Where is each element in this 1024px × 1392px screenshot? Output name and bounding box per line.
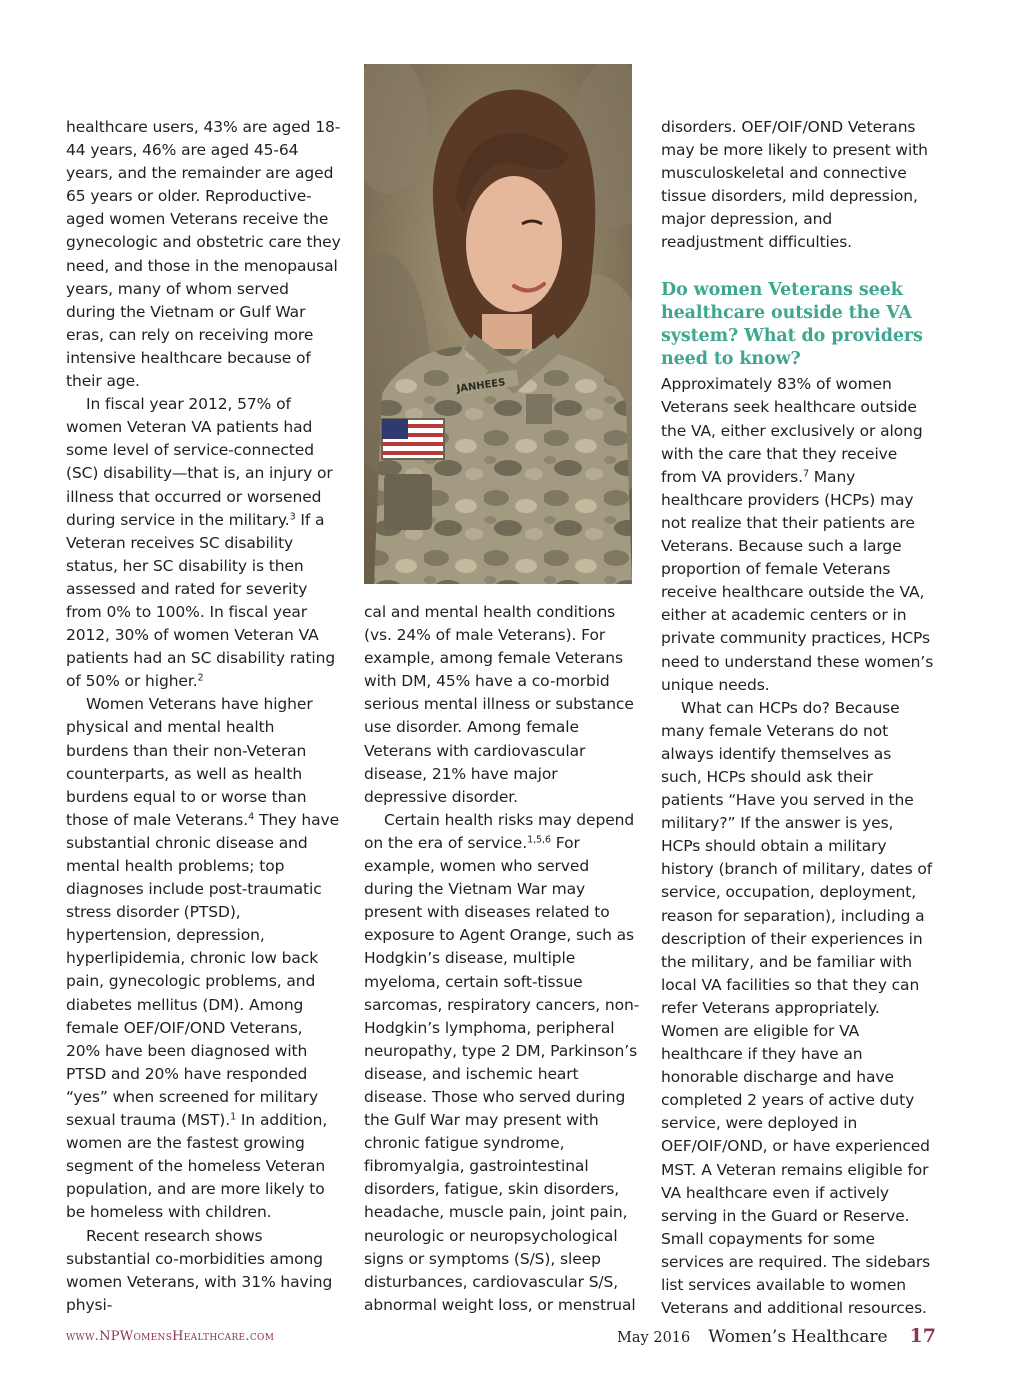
section-heading: Do women Veterans seek healthcare outside the VA system? What do providers need to know? <box>661 279 923 370</box>
issue-date: May 2016 <box>617 1330 691 1346</box>
reference-superscript: 3 <box>289 511 296 523</box>
name-tape: JANHEES <box>456 377 507 395</box>
paragraph: Certain health risks may depend on the era of service.$^{1,5,6}$ For example, women who served during the Vietnam War may present with diseases related to exposure to Agent Orange, such as Hodgkin’s disease, multiple myeloma, certain soft-tissue sarcomas, respiratory cancers, non-Hodgkin’s lymphoma, peripheral neuropathy, type 2 DM, Parkinson’s disease, and ischemic heart disease. Those who served during the Gulf War may present with chronic fatigue syndrome, fibromyalgia, gastrointestinal disorders, fatigue, skin disorders, headache, muscle pain, joint pain, neurologic or neuropsychological signs or symptoms (S/S), sleep disturbances, cardiovascular S/S, abnormal weight loss, or menstrual <box>364 810 640 1314</box>
reference-superscript: 7 <box>802 468 809 480</box>
paragraph: What can HCPs do? Because many female Veterans do not always identify themselves as such, HCPs should ask their patients “Have you served in the military?” If the answer is yes, HCPs should obtain a military history (branch of military, dates of service, occupation, deployment, reason for separation), including a description of their experiences in the military, and be familiar with local VA facilities so that they can refer Veterans appropriately. Women are eligible for VA healthcare if they have an honorable discharge and have completed 2 years of active duty service, were deployed in OEF/OIF/OND, or have experienced MST. A Veteran remains eligible for VA healthcare even if actively serving in the Guard or Reserve. Small copayments for some services are required. The sidebars list services available to women Veterans and additional resources. <box>661 698 933 1318</box>
reference-superscript: 1 <box>230 1111 237 1123</box>
reference-superscript: 1,5,6 <box>527 834 551 846</box>
paragraph: disorders. OEF/OIF/OND Veterans may be more likely to present with musculoskeletal and connective tissue disorders, mild depression, major depression, and readjustment difficulties. <box>661 118 928 252</box>
page-footer <box>66 1325 936 1351</box>
paragraph: cal and mental health conditions (vs. 24% of male Veterans). For example, among female Veterans with DM, 45% have a co-morbid serious mental illness or substance use disorder. Among female Veterans with cardiovascular disease, 21% have major depressive disorder. <box>364 603 634 806</box>
paragraph: Women Veterans have higher physical and mental health burdens than their non-Veteran counterparts, as well as health burdens equal to or worse than those of male Veterans.$^4$ They have substantial chronic disease and mental health problems; top diagnoses include post-traumatic stress disorder (PTSD), hypertension, depression, hyperlipidemia, chronic low back pain, gynecologic problems, and diabetes mellitus (DM). Among female OEF/OIF/OND Veterans, 20% have been diagnosed with PTSD and 20% have responded “yes” when screened for military sexual trauma (MST).$^1$ In addition, women are the fastest growing segment of the homeless Veteran population, and are more likely to be homeless with children. <box>66 695 340 1222</box>
flag-patch <box>382 419 444 459</box>
text-column-3 <box>661 116 936 1320</box>
footer-right <box>617 1325 936 1347</box>
website-url: www.NPWomensHealthcare.com <box>66 1329 275 1344</box>
paragraph: Approximately 83% of women Veterans seek healthcare outside the VA, either exclusively or along with the care that they receive from VA providers.$^7$ Many healthcare providers (HCPs) may not realize that their patients are Veterans. Because such a large proportion of female Veterans receive healthcare outside the VA, either at academic centers or in private community practices, HCPs need to understand these women’s unique needs. <box>661 375 934 694</box>
paragraph: Recent research shows substantial co-morbidities among women Veterans, with 31% having physi- <box>66 1226 333 1314</box>
paragraph: In fiscal year 2012, 57% of women Veteran VA patients had some level of service-connected (SC) disability—that is, an injury or illness that occurred or worsened during service in the military.$^3$ If a Veteran receives SC disability status, her SC disability is then assessed and rated for severity from 0% to 100%. In fiscal year 2012, 30% of women Veteran VA patients had an SC disability rating of 50% or higher.$^2$ <box>66 395 336 691</box>
reference-superscript: 2 <box>197 672 204 684</box>
paragraph: healthcare users, 43% are aged 18-44 years, 46% are aged 45-64 years, and the remainder are aged 65 years or older. Reproductive-aged women Veterans receive the gynecologic and obstetric care they need, and those in the menopausal years, many of whom served during the Vietnam or Gulf War eras, can rely on receiving more intensive healthcare because of their age. <box>66 118 341 391</box>
soldier-illustration <box>364 64 632 584</box>
magazine-name: Women’s Healthcare <box>708 1327 888 1347</box>
page-number: 17 <box>909 1325 936 1347</box>
text-column-2 <box>364 601 640 1317</box>
soldier-photo <box>364 64 632 584</box>
reference-superscript: 4 <box>248 811 255 823</box>
text-column-1 <box>66 116 341 1317</box>
